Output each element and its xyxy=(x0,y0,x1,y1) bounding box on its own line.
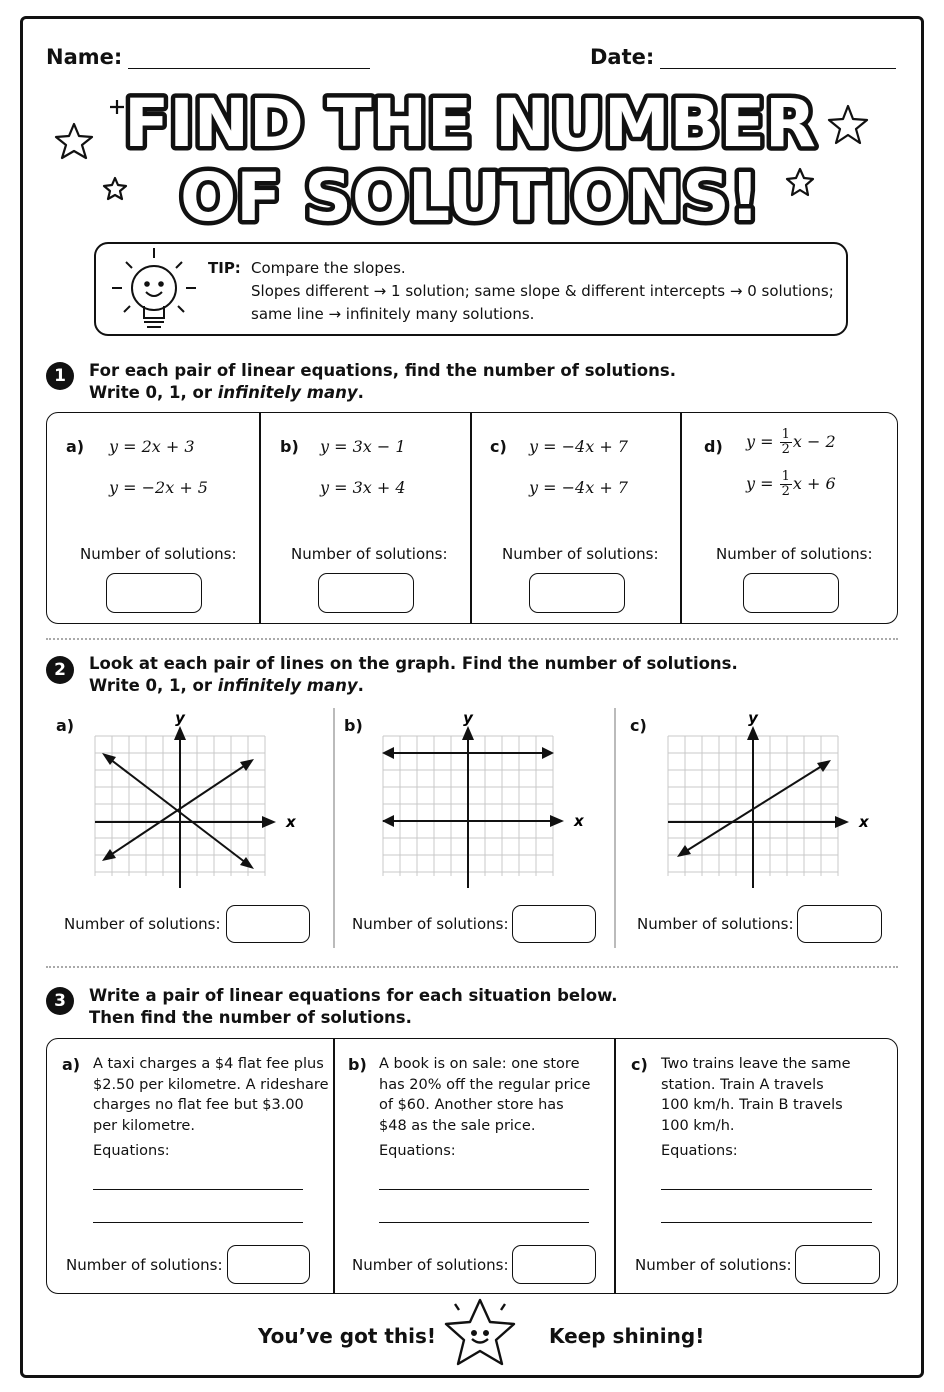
q2b-graph xyxy=(368,708,588,896)
q2b-answer-box[interactable] xyxy=(512,905,596,943)
question-1-instruction: For each pair of linear equations, find the number of solutions. Write 0, 1, or infinitely many. xyxy=(89,361,676,402)
question-3-number: 3 xyxy=(46,987,74,1015)
title-line-1: FIND THE NUMBER xyxy=(124,85,816,162)
q1b-label: b) xyxy=(280,437,299,456)
q2c-answer-box[interactable] xyxy=(797,905,882,943)
y-axis-arrow-icon xyxy=(462,726,474,740)
footer-left-message: You’ve got this! xyxy=(258,1324,437,1348)
y-axis-label: y xyxy=(175,709,185,727)
q1c-label: c) xyxy=(490,437,507,456)
q3c-equation-line-2[interactable] xyxy=(661,1222,872,1223)
q3a-answer-label: Number of solutions: xyxy=(66,1256,223,1274)
arrow-icon xyxy=(240,759,254,771)
q3c-equation-line-1[interactable] xyxy=(661,1189,872,1190)
section-separator xyxy=(46,966,898,968)
title-line-2: OF SOLUTIONS! xyxy=(180,159,760,230)
name-label: Name: xyxy=(46,45,123,69)
x-axis-arrow-icon xyxy=(550,815,564,827)
q2a-graph xyxy=(80,708,300,896)
title xyxy=(0,80,944,230)
q1b-equation-2: y = 3x + 4 xyxy=(320,478,406,497)
y-axis-arrow-icon xyxy=(174,726,186,740)
q3a-label: a) xyxy=(62,1055,81,1074)
q1c-answer-label: Number of solutions: xyxy=(502,545,659,563)
q3b-answer-box[interactable] xyxy=(512,1245,596,1284)
x-axis-label: x xyxy=(286,813,296,831)
q1d-answer-box[interactable] xyxy=(743,573,839,613)
q1a-answer-box[interactable] xyxy=(106,573,202,613)
q1d-label: d) xyxy=(704,437,723,456)
section-separator xyxy=(46,638,898,640)
q1d-answer-label: Number of solutions: xyxy=(716,545,873,563)
q2c-graph xyxy=(653,708,873,896)
q1d-equation-2: y = $\frac{1}{2}$ x + 6 xyxy=(746,469,836,499)
q3c-label: c) xyxy=(631,1055,648,1074)
q3b-answer-label: Number of solutions: xyxy=(352,1256,509,1274)
x-axis-label: x xyxy=(859,813,869,831)
q3a-situation: A taxi charges a $4 flat fee plus $2.50 per kilometre. A rideshare charges no flat fee but $3.00 per kilometre. xyxy=(93,1056,329,1134)
x-axis-arrow-icon xyxy=(835,816,849,828)
q2a-answer-label: Number of solutions: xyxy=(64,915,221,933)
arrow-icon xyxy=(382,815,394,827)
q1a-answer-label: Number of solutions: xyxy=(80,545,237,563)
footer-right-message: Keep shining! xyxy=(549,1324,705,1348)
divider xyxy=(259,413,261,623)
tip-line-2: Slopes different → 1 solution; same slope & different intercepts → 0 solutions; xyxy=(251,282,834,300)
divider xyxy=(680,413,682,623)
y-axis-label: y xyxy=(748,709,758,727)
q3b-situation: A book is on sale: one store has 20% off the regular price of $60. Another store has $48 as the sale price. xyxy=(379,1056,591,1134)
q1a-equation-2: y = −2x + 5 xyxy=(109,478,208,497)
x-axis-arrow-icon xyxy=(262,816,276,828)
tip-label: TIP: xyxy=(208,259,241,277)
question-2-number: 2 xyxy=(46,656,74,684)
q3b-equation-line-2[interactable] xyxy=(379,1222,589,1223)
q1c-answer-box[interactable] xyxy=(529,573,625,613)
q3a-equations-label: Equations: xyxy=(93,1143,170,1159)
q3a-answer-box[interactable] xyxy=(227,1245,310,1284)
q3b-equation-line-1[interactable] xyxy=(379,1189,589,1190)
q3b-label: b) xyxy=(348,1055,367,1074)
arrow-icon xyxy=(382,747,394,759)
q1c-equation-1: y = −4x + 7 xyxy=(529,437,628,456)
date-field xyxy=(590,45,896,69)
divider xyxy=(614,1039,616,1293)
q3a-equation-line-1[interactable] xyxy=(93,1189,303,1190)
q3c-equations-label: Equations: xyxy=(661,1143,738,1159)
q3c-answer-label: Number of solutions: xyxy=(635,1256,792,1274)
tip-line-1: Compare the slopes. xyxy=(251,259,406,277)
q3c-answer-box[interactable] xyxy=(795,1245,880,1284)
divider xyxy=(470,413,472,623)
line-2 xyxy=(106,762,250,858)
divider xyxy=(614,708,616,948)
q3a-equation-line-2[interactable] xyxy=(93,1222,303,1223)
name-field xyxy=(46,45,370,69)
y-axis-arrow-icon xyxy=(747,726,759,740)
x-axis-label: x xyxy=(574,812,584,830)
date-label: Date: xyxy=(590,45,655,69)
arrow-icon xyxy=(542,747,554,759)
question-2-instruction: Look at each pair of lines on the graph. Find the number of solutions. Write 0, 1, or infinitely many. xyxy=(89,654,738,695)
q2a-answer-box[interactable] xyxy=(226,905,310,943)
y-axis-label: y xyxy=(463,709,473,727)
name-blank[interactable] xyxy=(128,48,370,69)
q1c-equation-2: y = −4x + 7 xyxy=(529,478,628,497)
q2b-answer-label: Number of solutions: xyxy=(352,915,509,933)
question-1-number: 1 xyxy=(46,362,74,390)
question-3-instruction: Write a pair of linear equations for each situation below. Then find the number of solutions. xyxy=(89,986,618,1027)
q1b-equation-1: y = 3x − 1 xyxy=(320,437,406,456)
tip-line-3: same line → infinitely many solutions. xyxy=(251,305,535,323)
q2c-answer-label: Number of solutions: xyxy=(637,915,794,933)
q2b-label: b) xyxy=(344,716,363,735)
q1b-answer-box[interactable] xyxy=(318,573,414,613)
q1a-label: a) xyxy=(66,437,85,456)
date-blank[interactable] xyxy=(660,48,896,69)
q2a-label: a) xyxy=(56,716,75,735)
q1d-equation-1: y = $\frac{1}{2}$ x − 2 xyxy=(746,427,836,457)
q3c-situation: Two trains leave the same station. Train A travels 100 km/h. Train B travels 100 km/h. xyxy=(661,1056,851,1134)
q3b-equations-label: Equations: xyxy=(379,1143,456,1159)
divider xyxy=(333,1039,335,1293)
q2c-label: c) xyxy=(630,716,647,735)
q1a-equation-1: y = 2x + 3 xyxy=(109,437,195,456)
q1b-answer-label: Number of solutions: xyxy=(291,545,448,563)
divider xyxy=(333,708,335,948)
